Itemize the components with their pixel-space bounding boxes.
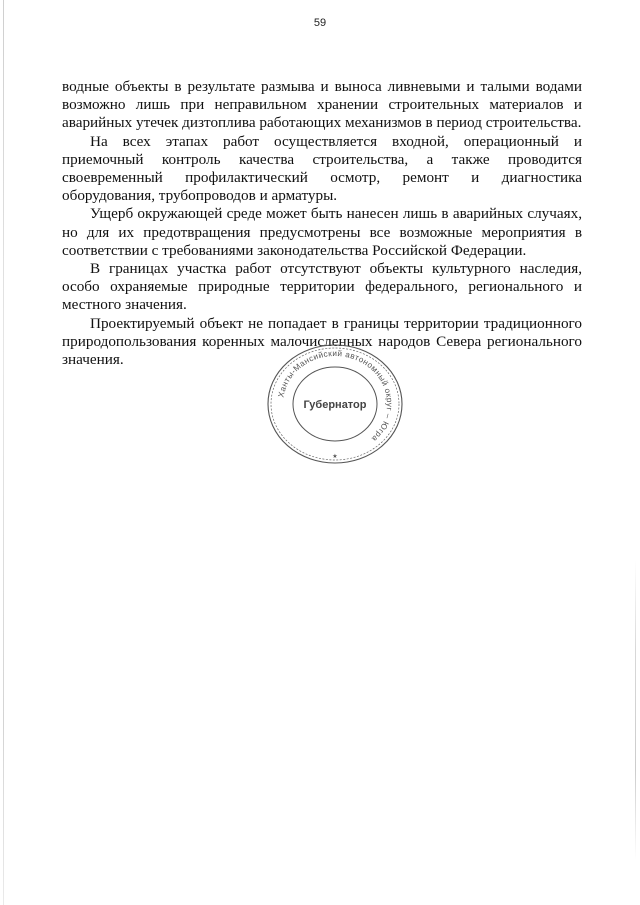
document-body [62, 78, 582, 369]
paragraph: Ущерб окружающей среде может быть нанесен лишь в аварийных случаях, но для их предотвращения предусмотрены все возможные мероприятия в соответствии с требованиями законодательства Российской Федерации. [62, 205, 582, 259]
seal-star-icon: ★ [332, 453, 338, 460]
paragraph: Проектируемый объект не попадает в границы территории традиционного природопользования коренных малочисленных народов Севера регионального значения. [62, 314, 582, 369]
page-number: 59 [313, 17, 327, 29]
paragraph: В границах участка работ отсутствуют объекты культурного наследия, особо охраняемые природные территории федерального, регионального и местного значения. [62, 260, 582, 314]
paragraph: На всех этапах работ осуществляется входной, операционный и приемочный контроль качества строительства, а также проводится своевременный профилактический осмотр, ремонт и диагностика оборудования, трубопроводов и арматуры. [62, 132, 582, 205]
paragraph: водные объекты в результате размыва и выноса ливневыми и талыми водами возможно лишь при неправильном хранении строительных материалов и аварийных утечек дизтоплива работающих механизмов в период строительства. [62, 78, 582, 132]
seal-ring-text: Ханты-Мансийский автономный округ – Югра [276, 348, 395, 444]
scan-right-edge [635, 560, 636, 860]
scan-left-edge [3, 0, 4, 905]
seal-graphic [265, 342, 405, 466]
governor-seal [265, 342, 405, 466]
seal-center-text: Губернатор [303, 399, 367, 411]
